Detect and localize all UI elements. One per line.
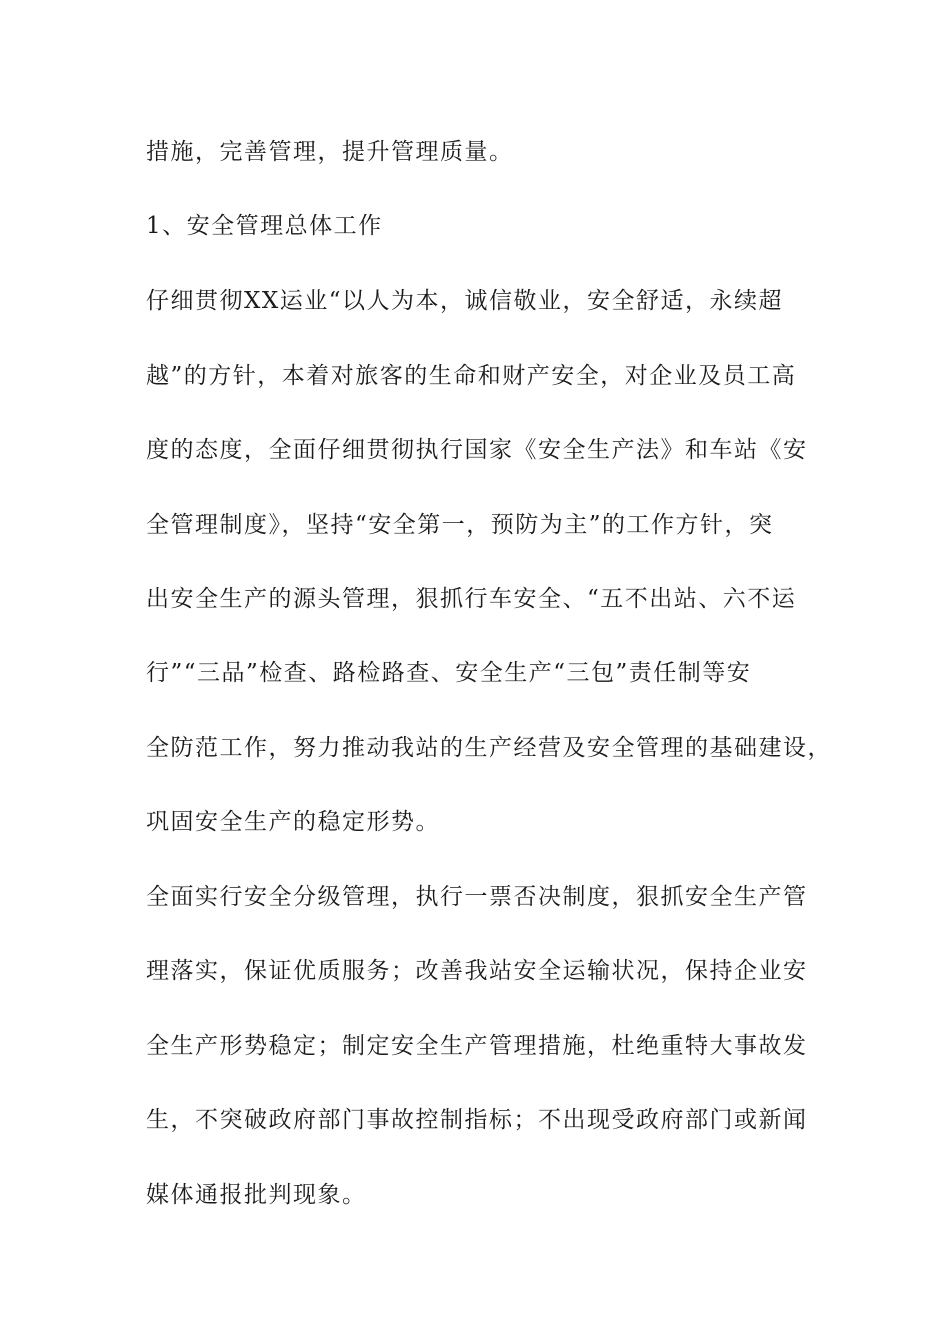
text-line: 行”“三品”检查、路检路查、安全生产“三包”责任制等安	[146, 660, 752, 686]
text-line: 全面实行安全分级管理，执行一票否决制度，狠抓安全生产管	[146, 884, 808, 910]
text-line: 全防范工作，努力推动我站的生产经营及安全管理的基础建设，	[146, 735, 832, 761]
text-line: 全管理制度》，坚持“安全第一，预防为主”的工作方针，突	[146, 512, 774, 538]
text-line: 出安全生产的源头管理，狠抓行车安全、“五不出站、六不运	[146, 586, 797, 612]
text-line: 巩固安全生产的稳定形势。	[146, 809, 440, 835]
text-line: 生，不突破政府部门事故控制指标；不出现受政府部门或新闻	[146, 1107, 808, 1133]
text-line: 仔细贯彻XX运业“以人为本，诚信敬业，安全舒适，永续超	[146, 288, 784, 314]
text-line: 措施，完善管理，提升管理质量。	[146, 139, 514, 165]
text-line: 越”的方针，本着对旅客的生命和财产安全，对企业及员工高	[146, 363, 797, 389]
section-heading: 1、安全管理总体工作	[146, 213, 383, 239]
text-line: 度的态度，全面仔细贯彻执行国家《安全生产法》和车站《安	[146, 437, 808, 463]
text-line: 媒体通报批判现象。	[146, 1182, 367, 1208]
text-line: 全生产形势稳定；制定安全生产管理措施，杜绝重特大事故发	[146, 1033, 808, 1059]
text-line: 理落实，保证优质服务；改善我站安全运输状况，保持企业安	[146, 958, 808, 984]
